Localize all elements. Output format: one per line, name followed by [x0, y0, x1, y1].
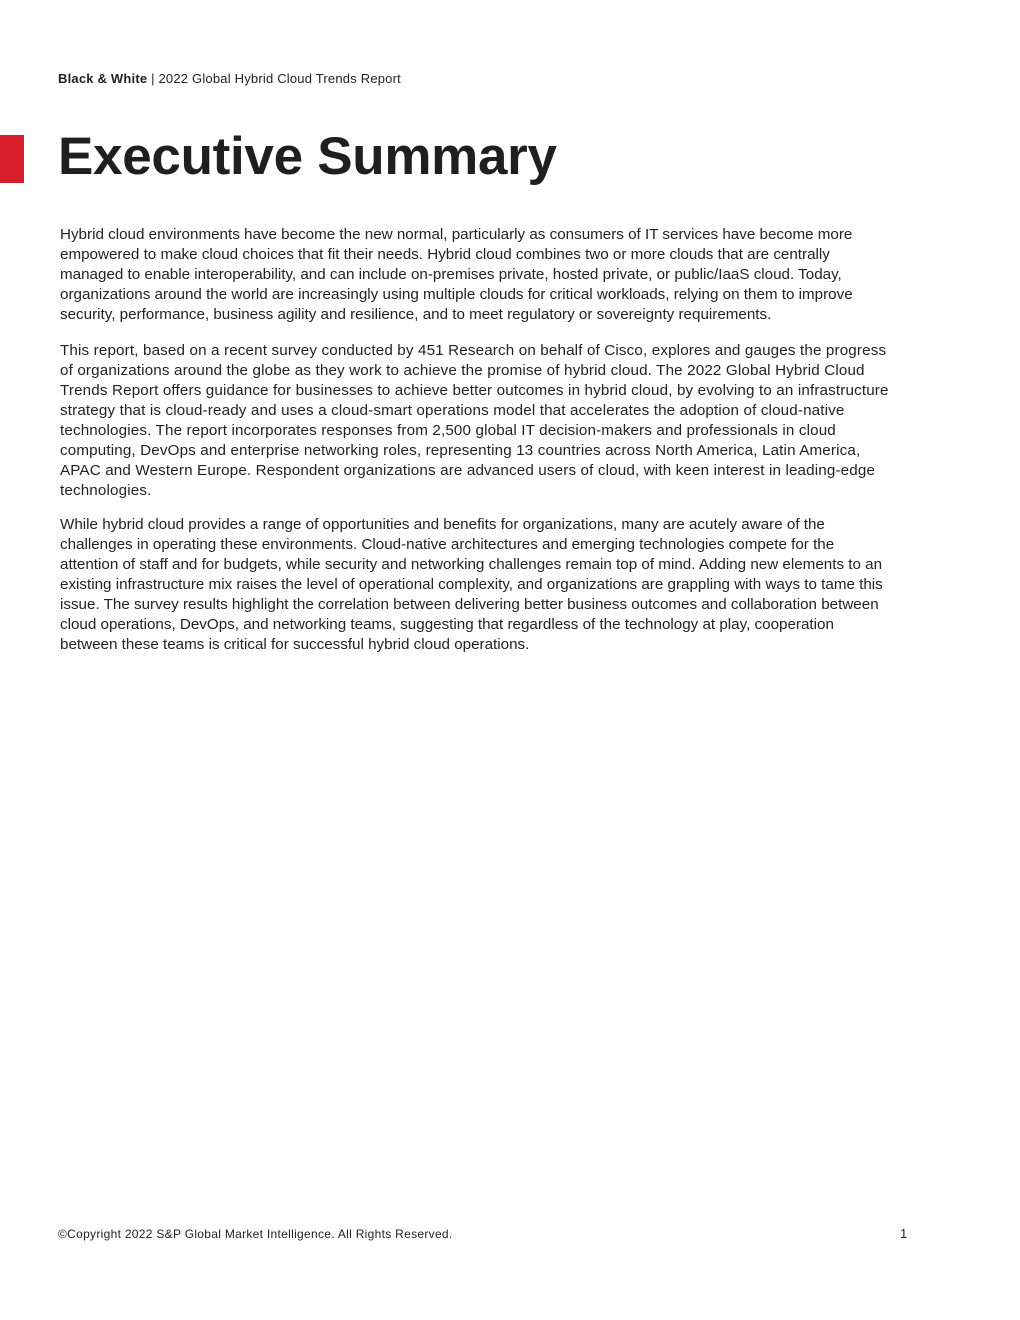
page-number: 1 — [900, 1226, 908, 1241]
body-content — [60, 225, 890, 655]
paragraph-report-overview: This report, based on a recent survey conducted by 451 Research on behalf of Cisco, explores and gauges the progress of organizations around the globe as they work to achieve the promise of hybrid cloud. The 2022 Global Hybrid Cloud Trends Report offers guidance for businesses to achieve better outcomes in hybrid cloud, by evolving to an infrastructure strategy that is cloud-ready and uses a cloud-smart operations model that accelerates the adoption of cloud-native technologies. The report incorporates responses from 2,500 global IT decision-makers and professionals in cloud computing, DevOps and enterprise networking roles, representing 13 countries across North America, Latin America, APAC and Western Europe. Respondent organizations are advanced users of cloud, with keen interest in leading-edge technologies. — [60, 342, 889, 499]
paragraph-challenges: While hybrid cloud provides a range of opportunities and benefits for organizations, many are acutely aware of the challenges in operating these environments. Cloud-native architectures and emerging technologies compete for the attention of staff and for budgets, while security and networking challenges remain top of mind. Adding new elements to an existing infrastructure mix raises the level of operational complexity, and organizations are grappling with ways to tame this issue. The survey results highlight the correlation between delivering better business outcomes and collaboration between cloud operations, DevOps, and networking teams, suggesting that regardless of the technology at play, cooperation between these teams is critical for successful hybrid cloud operations. — [60, 516, 883, 653]
running-header — [58, 71, 401, 86]
page-title: Executive Summary — [58, 127, 557, 186]
footer-copyright: ©Copyright 2022 S&P Global Market Intelligence. All Rights Reserved. — [58, 1227, 453, 1241]
title-accent-bar — [0, 135, 24, 183]
header-separator: | — [147, 71, 159, 86]
header-report-title: 2022 Global Hybrid Cloud Trends Report — [158, 71, 401, 86]
header-brand: Black & White — [58, 71, 148, 86]
paragraph-intro: Hybrid cloud environments have become the new normal, particularly as consumers of IT services have become more empowered to make cloud choices that fit their needs. Hybrid cloud combines two or more clouds that are centrally managed to enable interoperability, and can include on-premises private, hosted private, or public/IaaS cloud. Today, organizations around the world are increasingly using multiple clouds for critical workloads, relying on them to improve security, performance, business agility and resilience, and to meet regulatory or sovereignty requirements. — [60, 226, 853, 323]
